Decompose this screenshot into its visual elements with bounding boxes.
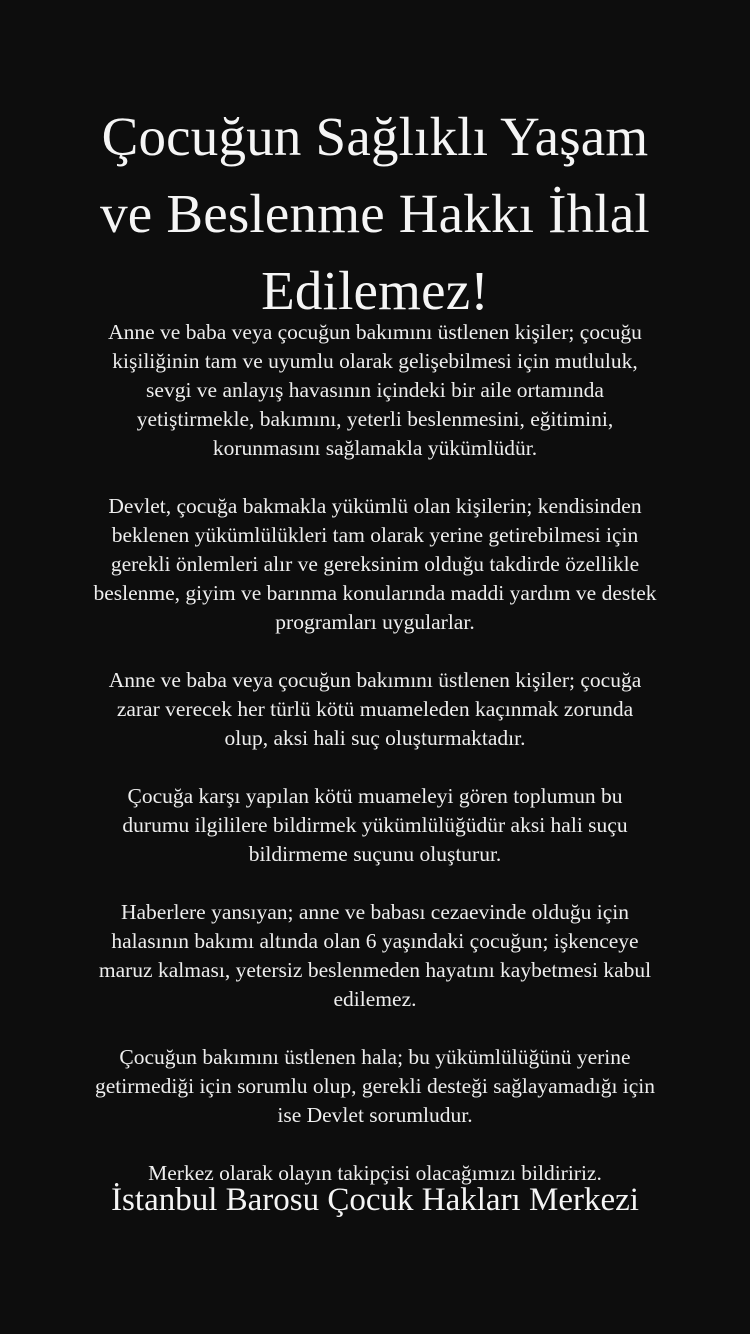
- text-line: edilemez.: [333, 987, 417, 1011]
- text-line: Devlet, çocuğa bakmakla yükümlü olan kişilerin; kendisinden: [108, 494, 642, 518]
- text-line: Çocuğa karşı yapılan kötü muameleyi gören toplumun bu: [127, 784, 623, 808]
- paragraph-state-duty: [18, 492, 732, 637]
- title-line: Çocuğun Sağlıklı Yaşam: [101, 106, 649, 167]
- paragraph-news-case: [18, 898, 732, 1014]
- title-line: ve Beslenme Hakkı İhlal: [100, 183, 650, 244]
- text-line: Anne ve baba veya çocuğun bakımını üstlenen kişiler; çocuğu: [108, 320, 642, 344]
- paragraph-mistreatment: [18, 666, 732, 753]
- text-line: maruz kalması, yetersiz beslenmeden hayatını kaybetmesi kabul: [98, 958, 652, 982]
- text-line: durumu ilgililere bildirmek yükümlülüğüdür aksi hali suçu: [122, 813, 628, 837]
- statement-title: [20, 98, 730, 329]
- text-line: beslenme, giyim ve barınma konularında maddi yardım ve destek: [93, 581, 657, 605]
- paragraph-reporting-duty: [18, 782, 732, 869]
- text-line: olup, aksi hali suç oluşturmaktadır.: [224, 726, 526, 750]
- text-line: programları uygularlar.: [275, 610, 475, 634]
- text-line: yetiştirmekle, bakımını, yeterli beslenmesini, eğitimini,: [136, 407, 614, 431]
- text-line: halasının bakımı altında olan 6 yaşındaki çocuğun; işkenceye: [111, 929, 639, 953]
- text-line: Haberlere yansıyan; anne ve babası cezaevinde olduğu için: [120, 900, 629, 924]
- title-line: Edilemez!: [261, 260, 489, 321]
- text-line: beklenen yükümlülükleri tam olarak yerine getirebilmesi için: [111, 523, 639, 547]
- text-line: bildirmeme suçunu oluşturur.: [248, 842, 502, 866]
- text-line: Merkez olarak olayın takipçisi olacağımızı bildiririz.: [148, 1161, 602, 1185]
- text-line: Anne ve baba veya çocuğun bakımını üstlenen kişiler; çocuğa: [108, 668, 642, 692]
- text-line: kişiliğinin tam ve uyumlu olarak gelişebilmesi için mutluluk,: [112, 349, 638, 373]
- text-line: gerekli önlemleri alır ve gereksinim olduğu takdirde özellikle: [110, 552, 640, 576]
- text-line: ise Devlet sorumludur.: [277, 1103, 473, 1127]
- paragraph-parental-duty: [18, 318, 732, 463]
- paragraph-responsibility: [18, 1043, 732, 1130]
- text-line: zarar verecek her türlü kötü muameleden kaçınmak zorunda: [116, 697, 634, 721]
- text-line: getirmediği için sorumlu olup, gerekli desteği sağlayamadığı için: [94, 1074, 656, 1098]
- text-line: sevgi ve anlayış havasının içindeki bir aile ortamında: [146, 378, 604, 402]
- statement-body: [18, 318, 732, 1217]
- text-line: Çocuğun bakımını üstlenen hala; bu yükümlülüğünü yerine: [119, 1045, 631, 1069]
- signature: İstanbul Barosu Çocuk Hakları Merkezi: [111, 1182, 639, 1218]
- text-line: korunmasını sağlamakla yükümlüdür.: [212, 436, 538, 460]
